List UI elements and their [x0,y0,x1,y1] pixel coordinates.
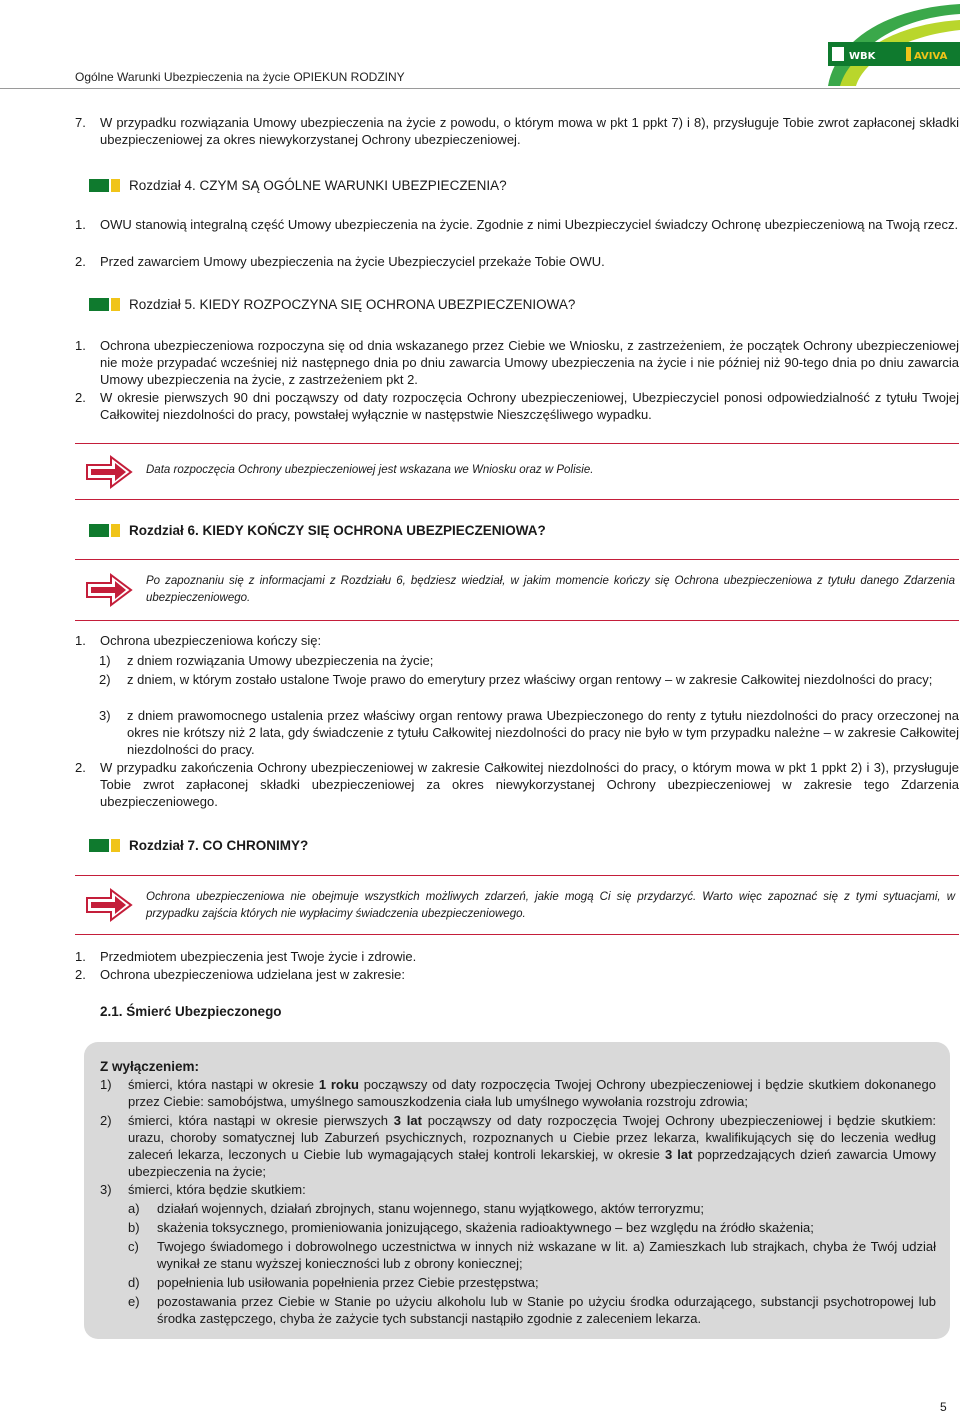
section-heading: 2.1. Śmierć Ubezpieczonego [100,1004,282,1019]
list-item: 2. W przypadku zakończenia Ochrony ubezpieczeniowej w zakresie Całkowitej niezdolności do pracy, o którym mowa w pkt 1 ppkt 2) i 3), przysługuje Tobie zwrot zapłaconej składki ubezpieczeniowej za okres niewykorzystanej Ochrony ubezpieczeniowej w zakresie tego Zdarzenia ubezpieczeniowego. [75,760,959,809]
header-divider [0,88,960,89]
exclusion-sub-item: c) Twojego świadomego i dobrowolnego uczestnictwa w innych niż wskazane w lit. a) Zamieszkach lub strajkach, chyba że Twój udział wynikał ze stanu wyższej konieczności lub z obrony koniecznej; [128,1239,936,1271]
logo-wbk-text: WBK [849,51,876,62]
exclusion-item: 3) śmierci, która będzie skutkiem: [100,1182,306,1197]
arrow-right-icon [85,888,133,922]
page-number: 5 [940,1400,947,1414]
green-square-icon [89,179,109,192]
sub-list-item: 3) z dniem prawomocnego ustalenia przez właściwy organ rentowy prawa Ubezpieczonego do renty z tytułu niezdolności do pracy orzeczonej na okres nie krótszy niż 2 lata, gdy świadczenie z tytułu Całkowitej niezdolności do pracy nie było w tym przypadku należne – w zakresie Całkowitej niezdolności do pracy. [99,708,959,757]
exclusions-title: Z wyłączeniem: [100,1059,200,1074]
chapter-heading: Rozdział 5. KIEDY ROZPOCZYNA SIĘ OCHRONA UBEZPIECZENIOWA? [89,296,575,312]
notice-box: Data rozpoczęcia Ochrony ubezpieczeniowej jest wskazana we Wniosku oraz w Polisie. [75,443,959,500]
exclusion-sub-item: d) popełnienia lub usiłowania popełnienia przez Ciebie przestępstwa; [128,1275,539,1290]
list-item: 7. W przypadku rozwiązania Umowy ubezpieczenia na życie z powodu, o którym mowa w pkt 1 ppkt 7) i 8), przysługuje Tobie zwrot zapłaconej składki ubezpieczeniowej za okres niewykorzystanej Ochrony ubezpieczeniowej. [75,115,959,147]
exclusion-item: 1) śmierci, która nastąpi w okresie 1 roku począwszy od daty rozpoczęcia Twojej Ochrony ubezpieczeniowej i będzie skutkiem dokonanego przez Ciebie: samobójstwa, umyślnego samouszkodzenia ciała lub umyślnego wywołania rozstroju zdrowia; [100,1077,936,1109]
yellow-square-icon [111,179,120,192]
company-logo [818,0,960,86]
list-item: 1. Przedmiotem ubezpieczenia jest Twoje życie i zdrowie. [75,949,417,964]
logo-aviva-text: AVIVA [914,51,948,62]
list-item: 2. Ochrona ubezpieczeniowa udzielana jest w zakresie: [75,967,405,982]
list-item: 1. Ochrona ubezpieczeniowa kończy się: [75,633,322,648]
arrow-right-icon [85,455,133,489]
sub-list-item: 2) z dniem, w którym zostało ustalone Twoje prawo do emerytury przez właściwy organ rentowy – w zakresie Całkowitej niezdolności do pracy; [99,672,933,687]
chapter-heading: Rozdział 6. KIEDY KOŃCZY SIĘ OCHRONA UBEZPIECZENIOWA? [89,522,546,538]
arrow-right-icon [85,573,133,607]
notice-box: Ochrona ubezpieczeniowa nie obejmuje wszystkich możliwych zdarzeń, jakie mogą Ci się przydarzyć. Warto więc zapoznać się z tymi sytuacjami, w przypadku zajścia których nie wypłacimy świadczenia ubezpieczeniowego. [75,875,959,935]
list-item: 2. W okresie pierwszych 90 dni począwszy od daty rozpoczęcia Ochrony ubezpieczeniowej, Ubezpieczyciel ponosi odpowiedzialność z tytułu Twojej Całkowitej niezdolności do pracy, powstałej wyłącznie w następstwie Nieszczęśliwego wypadku. [75,390,959,422]
exclusion-sub-item: a) działań wojennych, działań zbrojnych, stanu wojennego, stanu wyjątkowego, aktów terroryzmu; [128,1201,705,1216]
yellow-square-icon [111,298,120,311]
exclusion-item: 2) śmierci, która nastąpi w okresie pierwszych 3 lat począwszy od daty rozpoczęcia Twojej Ochrony ubezpieczeniowej i będzie skutkiem: urazu, choroby somatycznej lub Zaburzeń psychicznych, rozpoznanych u Ciebie przez lekarza, kwalifikujących się do leczenia według zaleceń lekarza, leczonych u Ciebie lub wymagających stałej kontroli lekarskiej, w okresie 3 lat poprzedzających dzień zawarcia Umowy ubezpieczenia na życie; [100,1113,937,1179]
yellow-square-icon [111,839,120,852]
sub-list-item: 1) z dniem rozwiązania Umowy ubezpieczenia na życie; [99,653,434,668]
chapter-heading: Rozdział 4. CZYM SĄ OGÓLNE WARUNKI UBEZPIECZENIA? [89,177,507,193]
green-square-icon [89,524,109,537]
document-title: Ogólne Warunki Ubezpieczenia na życie OPIEKUN RODZINY [75,70,405,84]
green-square-icon [89,298,109,311]
list-item: 1. OWU stanowią integralną część Umowy ubezpieczenia na życie. Zgodnie z nimi Ubezpieczyciel świadczy Ochronę ubezpieczeniową na Twoją rzecz. [75,217,959,232]
exclusion-sub-item: b) skażenia toksycznego, promieniowania jonizującego, skażenia radioaktywnego – bez względu na źródło skażenia; [128,1220,814,1235]
yellow-square-icon [111,524,120,537]
green-square-icon [89,839,109,852]
exclusion-sub-item: e) pozostawania przez Ciebie w Stanie po użyciu alkoholu lub w Stanie po użyciu środka odurzającego, substancji psychotropowej lub środka zastępczego, chyba że zażycie tych substancji nastąpiło zgodnie z zaleceniem lekarza. [128,1294,936,1326]
list-item: 1. Ochrona ubezpieczeniowa rozpoczyna się od dnia wskazanego przez Ciebie we Wniosku, z zastrzeżeniem, że początek Ochrony ubezpieczeniowej nie może przypadać wcześniej niż następnego dnia po dniu zawarcia Umowy ubezpieczenia na życie i nie później niż 90-tego dnia po dniu zawarcia Umowy ubezpieczenia na życie, z zastrzeżeniem pkt 2. [75,338,959,387]
list-item: 2. Przed zawarciem Umowy ubezpieczenia na życie Ubezpieczyciel przekaże Tobie OWU. [75,254,605,269]
notice-box: Po zapoznaniu się z informacjami z Rozdziału 6, będziesz wiedział, w jakim momencie kończy się Ochrona ubezpieczeniowa z tytułu danego Zdarzenia ubezpieczeniowego. [75,559,959,621]
chapter-heading: Rozdział 7. CO CHRONIMY? [89,837,308,853]
